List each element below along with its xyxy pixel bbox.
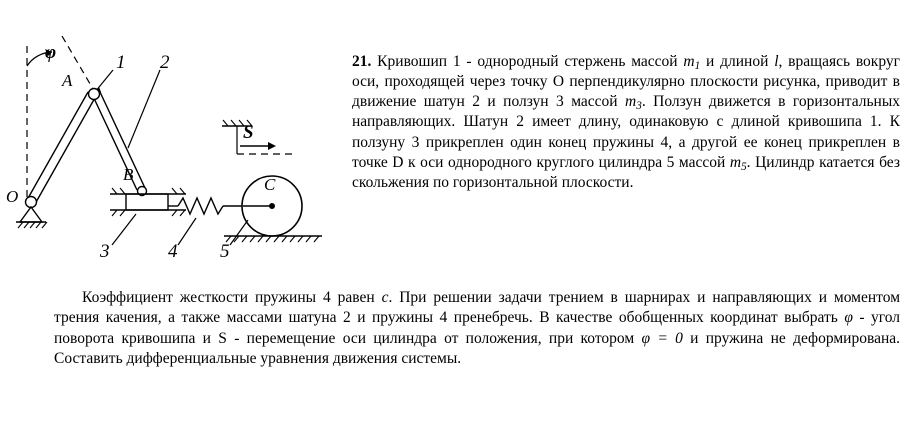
- stiffness-c-symbol: c: [381, 289, 389, 306]
- pivot-a: [89, 89, 100, 100]
- slider-block-3: [126, 194, 168, 210]
- leader-line-3: [112, 214, 136, 245]
- label-5: 5: [220, 241, 230, 262]
- mechanism-figure: [0, 8, 340, 276]
- mass-m1-symbol: m: [683, 53, 695, 70]
- conditions-text-part-1: Коэффициент жесткости пружины 4 равен: [82, 289, 382, 306]
- leader-line-4: [178, 218, 196, 245]
- phi-symbol-inline: φ: [844, 309, 853, 327]
- s-arrow-head: [268, 142, 276, 150]
- conditions-text-part-2: . При решении задачи трением в шарнирах и направляющих и моментом трения качения, а также массами шатуна 2 и пружины 4 пренебречь. В качестве обобщенных координат выбрать: [54, 289, 901, 327]
- problem-text-part-2: и длиной: [700, 53, 775, 70]
- hatching-o: [18, 222, 47, 228]
- label-2: 2: [160, 52, 170, 73]
- label-point-a: A: [62, 71, 73, 90]
- leader-line-2: [128, 70, 160, 148]
- leader-line-5: [230, 220, 248, 245]
- conditions-paragraph: [54, 288, 900, 370]
- support-o: [20, 207, 42, 222]
- label-3: 3: [100, 241, 110, 262]
- crank-link-inner: [35, 96, 96, 204]
- mass-m5-subscript: 5: [741, 160, 747, 173]
- mass-m1-subscript: 1: [694, 60, 701, 73]
- length-l-symbol: l: [774, 53, 779, 70]
- mass-m3-subscript: 3: [636, 100, 642, 113]
- mass-m3-symbol: m: [625, 93, 637, 111]
- problem-text-part-5: . Цилиндр катается без скольжения по горизонтальной плоскости.: [352, 153, 900, 191]
- label-1: 1: [116, 52, 126, 73]
- conditions-text-part-3: - угол поворота кривошипа и S - перемещение оси цилиндра от положения, при котором: [54, 309, 900, 347]
- problem-text-part-3: , вращаясь вокруг оси, проходящей через точку О перпендикулярно плоскости рисунка, приводит в движение шатун 2 и ползун 3 массой: [352, 53, 900, 111]
- mechanism-diagram: [0, 8, 340, 276]
- crank-link-outer: [27, 92, 88, 200]
- leader-line-1: [95, 70, 113, 92]
- conditions-text-part-4: и пружина не деформирована. Составить дифференциальные уравнения движения системы.: [54, 329, 900, 368]
- problem-statement-paragraph: [352, 52, 900, 193]
- phi-zero-condition: φ = 0: [641, 329, 683, 347]
- label-s: S: [243, 122, 254, 143]
- label-point-c: C: [264, 175, 276, 194]
- spring-4: [178, 198, 223, 214]
- label-4: 4: [168, 241, 178, 262]
- problem-text-part-4: . Ползун движется в горизонтальных направляющих. Шатун 2 имеет длину, одинаковую с длиной кривошипа 1. К ползуну 3 прикреплен один конец пружины 4, а другой ее конец прикреплен в точке D к оси однородного круглого цилиндра 5 массой: [352, 93, 901, 171]
- label-point-o: O: [6, 187, 19, 206]
- mass-m5-symbol: m: [729, 153, 742, 171]
- label-point-b: B: [123, 165, 134, 184]
- label-phi: φ: [45, 42, 57, 63]
- problem-number: 21.: [352, 53, 372, 70]
- problem-text-part-1: Кривошип 1 - однородный стержень массой: [371, 53, 684, 70]
- hatching-ground: [226, 236, 319, 242]
